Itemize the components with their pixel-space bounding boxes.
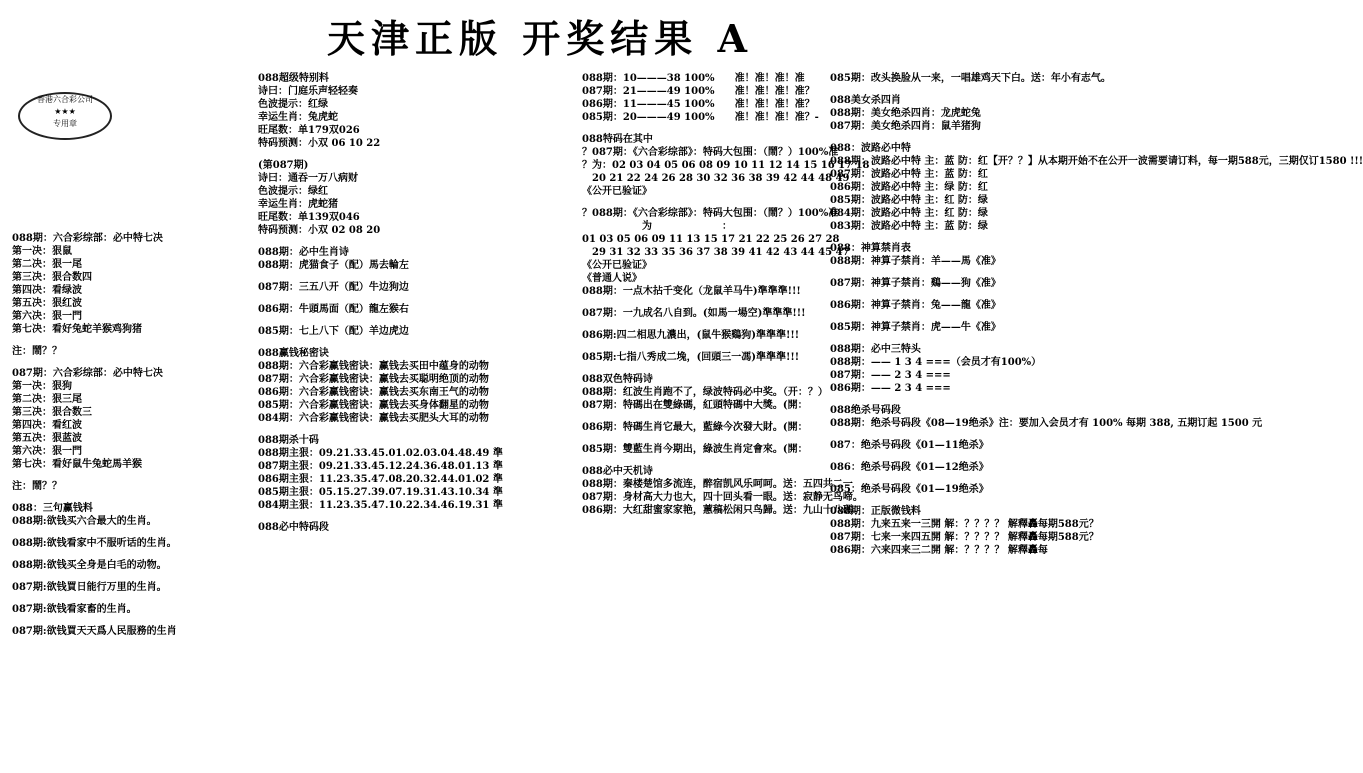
text-line: 20 21 22 24 26 28 30 32 36 38 39 42 44 48 49 — [582, 173, 850, 184]
text-line: 特码预测：小双 02 08 20 — [258, 225, 381, 236]
text-line: 《公开已验证》 — [582, 260, 652, 271]
text-line: 第二决：狠三尾 — [12, 394, 82, 405]
spacer — [582, 342, 814, 351]
text-line: 088期:欲钱看家中不服听话的生肖。 — [12, 538, 177, 549]
text-line: 086期：波路必中特 主：绿 防：红 — [830, 182, 988, 193]
text-line: 幸运生肖：虎蛇猪 — [258, 199, 338, 210]
seal-stamp — [18, 92, 112, 140]
spacer — [258, 316, 498, 325]
text-line: 088期：秦楼楚馆多流连，醉宿凯风乐呵呵。送：五四共二一 — [582, 479, 853, 490]
text-line: 087期：七来一来四五開 解：？？？？ 解釋轟每期588元？ — [830, 532, 1099, 543]
text-line: 第七决：看好兔蛇羊猴鸡狗猪 — [12, 324, 142, 335]
text-line: 086期：牛頭馬面（配）龍左猴右 — [258, 304, 409, 315]
text-line: 088必中天机诗 — [582, 466, 653, 477]
spacer — [12, 572, 242, 581]
text-line: 第一决：狠狗 — [12, 381, 72, 392]
spacer — [830, 496, 1066, 505]
text-line: 087期：神算子禁肖：鷄——狗《准》 — [830, 278, 1001, 289]
text-line: 088特码在其中 — [582, 134, 653, 145]
text-line: 旺尾数：单139双046 — [258, 212, 360, 223]
text-line: 086：绝杀号码段《01—12绝杀》 — [830, 462, 989, 473]
spacer — [258, 512, 498, 521]
spacer — [582, 434, 814, 443]
text-line: 086期：六来四来三二開 解：？？？？ 解釋轟每 — [830, 545, 1048, 556]
text-line: 083期：波路必中特 主：蓝 防：绿 — [830, 221, 988, 232]
text-line: 为 ： — [582, 221, 732, 232]
text-line: 第六决：狠一門 — [12, 311, 82, 322]
text-line: 085期:七指八秀成二堍，(回頭三一馮)準準準!!! — [582, 352, 800, 363]
text-line: 088期：正版微钱料 — [830, 506, 921, 517]
spacer — [582, 412, 814, 421]
text-line: 088双色特码诗 — [582, 374, 653, 385]
text-line: 084期：波路必中特 主：红 防：绿 — [830, 208, 988, 219]
spacer — [830, 312, 1066, 321]
text-line: 第二决：狠一尾 — [12, 259, 82, 270]
text-line: 088期：六合彩赢钱密诀：赢钱去买田中蕴身的动物 — [258, 361, 489, 372]
spacer — [12, 550, 242, 559]
text-line: 088美女杀四肖 — [830, 95, 901, 106]
seal-bottom-text: 专用章 — [53, 119, 77, 128]
text-line: 特码预测：小双 06 10 22 — [258, 138, 381, 149]
text-line: 085期：雙藍生肖今期出，綠波生肖定會來。(開： — [582, 444, 808, 455]
text-line: 088：神算禁肖表 — [830, 243, 911, 254]
text-line: 087期：美女绝杀四肖：鼠羊猪狗 — [830, 121, 981, 132]
seal-top-text: 香港六合彩公司 — [37, 95, 93, 104]
text-line: 087期：一九成名八自到。(如馬一場空)準準準!!! — [582, 308, 806, 319]
text-line: 088：波路必中特 — [830, 143, 911, 154]
text-line: 088期：六合彩综部：必中特七决 — [12, 233, 163, 244]
text-line: ？088期：《六合彩综部》：特码大包围：（鬧？）100%准 — [582, 208, 839, 219]
spacer — [830, 85, 1066, 94]
text-line: 色波提示：绿红 — [258, 186, 328, 197]
text-line: 086期：特碼生肖它最大，藍綠今次發大財。(開： — [582, 422, 808, 433]
text-line: 087期：六合彩综部：必中特七决 — [12, 368, 163, 379]
text-line: 086期：11———45 100% 准！准！准！准？ — [582, 99, 815, 110]
spacer — [830, 334, 1066, 343]
text-line: 087期主狠：09.21.33.45.12.24.36.48.01.13 準 — [258, 461, 503, 472]
text-line: 086期：大红甜蜜家家艳，蕙稿松闲只鸟歸。送：九山十八碼 — [582, 505, 853, 516]
text-line: 088期主狠：09.21.33.45.01.02.03.04.48.49 準 — [258, 448, 503, 459]
spacer — [258, 425, 498, 434]
text-line: 087期：特碼出在雙綠碼，紅頭特碼中大獎。(開： — [582, 400, 808, 411]
text-line: 088期:欲钱买六合最大的生肖。 — [12, 516, 157, 527]
text-line: 第三决：狠合数三 — [12, 407, 92, 418]
text-line: 085期：波路必中特 主：红 防：绿 — [830, 195, 988, 206]
text-line: 085期：六合彩赢钱密诀：赢钱去买身体翻星的动物 — [258, 400, 489, 411]
spacer — [12, 493, 242, 502]
text-line: 085期主狠：05.15.27.39.07.19.31.43.10.34 準 — [258, 487, 503, 498]
text-line: 088期：绝杀号码段《08—19绝杀》注：要加入会员才有 100% 每期 388, 五期订起 1500 元 — [830, 418, 1263, 429]
spacer — [258, 338, 498, 347]
spacer — [582, 124, 814, 133]
spacer — [830, 474, 1066, 483]
spacer — [582, 298, 814, 307]
spacer — [830, 233, 1066, 242]
text-line: 086期:四二相思九濃出，(鼠牛猴鷄狗)準準準!!! — [582, 330, 800, 341]
text-line: 086期：—— 2 3 4 === — [830, 383, 951, 394]
spacer — [12, 594, 242, 603]
spacer — [258, 272, 498, 281]
text-line: 084期主狠：11.23.35.47.10.22.34.46.19.31 準 — [258, 500, 503, 511]
text-line: 085期：20———49 100% 准！准！准！准？- — [582, 112, 819, 123]
text-line: 第四决：看红波 — [12, 420, 82, 431]
spacer — [12, 528, 242, 537]
spacer — [830, 430, 1066, 439]
text-line: 085期：神算子禁肖：虎——牛《准》 — [830, 322, 1001, 333]
text-line: 088期：—— 1 3 4 ===（会员才有100%） — [830, 357, 1042, 368]
spacer — [258, 294, 498, 303]
text-line: 注：鬧？？ — [12, 346, 62, 357]
text-line: 084期：六合彩赢钱密诀：赢钱去买肥头大耳的动物 — [258, 413, 489, 424]
text-line: 085期：七上八下（配）羊边虎边 — [258, 326, 409, 337]
column-4 — [830, 72, 1363, 557]
text-line: 087期：身材高大力也大，四十回头看一眼。送：寂静无鸟啼。 — [582, 492, 863, 503]
spacer — [582, 364, 814, 373]
spacer — [830, 452, 1066, 461]
spacer — [258, 237, 498, 246]
text-line: 087期：三五八开（配）牛边狗边 — [258, 282, 409, 293]
text-line: ？087期：《六合彩综部》：特码大包围：（鬧？）100%准 — [582, 147, 839, 158]
spacer — [12, 616, 242, 625]
text-line: ？为：02 03 04 05 06 08 09 10 11 12 14 15 16 17 18 — [582, 160, 870, 171]
text-line: 诗曰：门庭乐声轻轻奏 — [258, 86, 358, 97]
text-line: 088绝杀号码段 — [830, 405, 901, 416]
text-line: 幸运生肖：兔虎蛇 — [258, 112, 338, 123]
text-line: 085期：改头换脸从一来，一唱雄鸡天下白。送：年小有志气。 — [830, 73, 1111, 84]
spacer — [830, 395, 1066, 404]
spacer — [12, 358, 242, 367]
column-1 — [12, 232, 242, 638]
text-line: 088期：必中三特头 — [830, 344, 921, 355]
text-line: 色波提示：红绿 — [258, 99, 328, 110]
text-line: 01 03 05 06 09 11 13 15 17 21 22 25 26 27 28 — [582, 234, 840, 245]
text-line: 088期：九来五来一三開 解：？？？？ 解釋轟每期588元？ — [830, 519, 1099, 530]
text-line: 诗曰：通吞一万八病财 — [258, 173, 358, 184]
text-line: 087期：—— 2 3 4 === — [830, 370, 951, 381]
text-line: 086期：神算子禁肖：兔——龍《准》 — [830, 300, 1001, 311]
text-line: 29 31 32 33 35 36 37 38 39 41 42 43 44 45 47 — [582, 247, 850, 258]
text-line: 088期：红波生肖跑不了，绿波特码必中奖。（开：？） — [582, 387, 828, 398]
spacer — [12, 336, 242, 345]
text-line: 087：绝杀号码段《01—11绝杀》 — [830, 440, 989, 451]
text-line: 087期:欲钱看家畜的生肖。 — [12, 604, 137, 615]
text-line: 087期：21———49 100% 准！准！准！准？ — [582, 86, 815, 97]
spacer — [582, 320, 814, 329]
text-line: 第五决：狠红波 — [12, 298, 82, 309]
text-line: 第六决：狠一門 — [12, 446, 82, 457]
text-line: (第087期) — [258, 160, 309, 171]
text-line: 《公开已验证》 — [582, 186, 652, 197]
text-line: 088期：10———38 100% 准！准！准！准 — [582, 73, 805, 84]
text-line: 088期：神算子禁肖：羊——馬《准》 — [830, 256, 1001, 267]
text-line: 《普通人说》 — [582, 273, 642, 284]
text-line: 088期:欲钱买全身是白毛的动物。 — [12, 560, 167, 571]
spacer — [12, 471, 242, 480]
text-line: 旺尾数：单179双026 — [258, 125, 360, 136]
text-line: 088期：美女绝杀四肖：龙虎蛇兔 — [830, 108, 981, 119]
seal-stars: ★★★ — [54, 107, 76, 116]
spacer — [582, 456, 814, 465]
text-line: 088赢钱秘密诀 — [258, 348, 329, 359]
text-line: 086期：六合彩赢钱密诀：赢钱去买东南王气的动物 — [258, 387, 489, 398]
spacer — [582, 198, 814, 207]
text-line: 088期杀十码 — [258, 435, 319, 446]
text-line: 088期：波路必中特 主：蓝 防：红【开？？】从本期开始不在公开一波需要请订料，每一期588元，三期仅订1580 !!! — [830, 156, 1363, 167]
text-line: 088期：必中生肖诗 — [258, 247, 349, 258]
spacer — [258, 150, 498, 159]
text-line: 088期：一点木拈千变化（龙鼠羊马牛)準準準!!! — [582, 286, 801, 297]
spacer — [830, 133, 1066, 142]
text-line: 087期：波路必中特 主：蓝 防：红 — [830, 169, 988, 180]
text-line: 086期主狠：11.23.35.47.08.20.32.44.01.02 準 — [258, 474, 503, 485]
column-2 — [258, 72, 503, 534]
text-line: 088超级特别料 — [258, 73, 329, 84]
page-title: 天津正版 开奖结果 A — [327, 16, 753, 61]
text-line: 088：三句赢钱料 — [12, 503, 93, 514]
text-line: 088必中特码段 — [258, 522, 329, 533]
text-line: 087期:欲钱買天天爲人民服務的生肖 — [12, 626, 177, 637]
text-line: 085：绝杀号码段《01—19绝杀》 — [830, 484, 989, 495]
text-line: 第一决：狠鼠 — [12, 246, 72, 257]
text-line: 注：鬧？？ — [12, 481, 62, 492]
text-line: 087期:欲钱買日能行万里的生肖。 — [12, 582, 167, 593]
spacer — [830, 268, 1066, 277]
text-line: 第七决：看好鼠牛兔蛇馬羊猴 — [12, 459, 142, 470]
text-line: 第三决：狠合数四 — [12, 272, 92, 283]
text-line: 088期：虎猫食子（配）馬去輪左 — [258, 260, 409, 271]
text-line: 第五决：狠蓝波 — [12, 433, 82, 444]
text-line: 087期：六合彩赢钱密诀：赢钱去买聪明绝顶的动物 — [258, 374, 489, 385]
text-line: 第四决：看绿波 — [12, 285, 82, 296]
spacer — [830, 290, 1066, 299]
